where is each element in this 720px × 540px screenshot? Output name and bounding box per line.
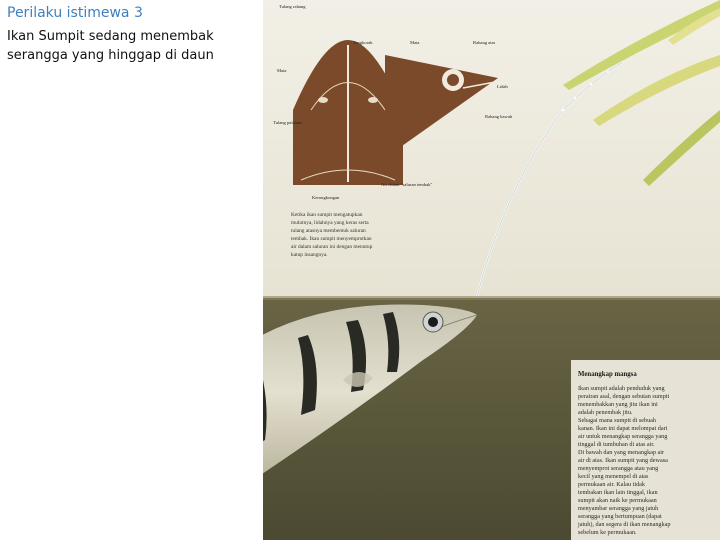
page-title: Perilaku istimewa 3 (7, 5, 143, 21)
svg-text:sebelum ke permukaan.: sebelum ke permukaan. (578, 529, 637, 536)
label-lidah: Lidah (497, 84, 508, 89)
label-rahang-atas: Rahang atas (473, 40, 496, 45)
svg-text:jatuh), dan segera di ikan men: jatuh), dan segera di ikan menangkap (578, 521, 671, 528)
svg-text:adalah penembak jitu.: adalah penembak jitu. (578, 409, 633, 416)
svg-text:Ketika ikan sumpit mengatupkan: Ketika ikan sumpit mengatupkan (291, 212, 363, 218)
svg-text:tinggal di tumbuhan di atas ai: tinggal di tumbuhan di atas air. (578, 441, 655, 448)
svg-text:sumpit akan naik ke permukaan: sumpit akan naik ke permukaan (578, 497, 657, 504)
svg-text:Ikan sumpit adalah penduduk ya: Ikan sumpit adalah penduduk yang (578, 385, 665, 392)
svg-text:katup insangnya.: katup insangnya. (291, 252, 328, 258)
svg-text:air untuk menangkap serangga y: air untuk menangkap serangga yang (578, 433, 668, 440)
label-mata-top: Mata (410, 40, 420, 45)
svg-text:Sebagai mana sumpit di sebuah: Sebagai mana sumpit di sebuah (578, 417, 657, 424)
svg-text:serangga yang bertumpuan (dapa: serangga yang bertumpuan (dapat (578, 513, 662, 520)
svg-text:kanan. Ikan ini dapat melompat: kanan. Ikan ini dapat melompat dari (578, 425, 668, 432)
label-tulang-palatum: Tulang palatum (273, 120, 302, 125)
svg-text:air di atas. Ikan sumpit yang: air di atas. Ikan sumpit yang dewasa (578, 457, 668, 464)
label-tulang-rahang: Tulang rahang (279, 4, 306, 9)
svg-text:air dalam saluran ini dengan m: air dalam saluran ini dengan menutup (291, 244, 373, 250)
svg-text:tembak. Ikan sumpit menyemprot: tembak. Ikan sumpit menyemprotkan (291, 236, 372, 242)
archerfish-photo (263, 0, 720, 540)
svg-text:menyemprot serangga atau yang: menyemprot serangga atau yang (578, 465, 659, 472)
label-kerongkongan: Kerongkongan (312, 195, 340, 200)
svg-text:permukaan air. Kalau tidak: permukaan air. Kalau tidak (578, 481, 646, 488)
svg-text:perairan asal, dengan sebutan: perairan asal, dengan sebutan sumpit (578, 393, 670, 400)
svg-text:Di bawah dan yang menangkap ai: Di bawah dan yang menangkap air (578, 449, 665, 456)
info-box-text (577, 385, 670, 536)
svg-text:mulutnya, lidahnya yang keras: mulutnya, lidahnya yang keras serta (291, 220, 369, 226)
svg-text:tulang atasnya membentuk salur: tulang atasnya membentuk saluran (291, 228, 366, 234)
info-box-heading: Menangkap mangsa (578, 371, 637, 378)
svg-text:kecil yang menempel di atas: kecil yang menempel di atas (578, 473, 649, 480)
page-caption: Ikan Sumpit sedang menembak serangga yang hinggap di daun (7, 29, 214, 63)
svg-text:menembakkan yang jitu ikan ini: menembakkan yang jitu ikan ini (578, 401, 658, 408)
label-mata-left: Mata (277, 68, 287, 73)
svg-text:menyambar serangga yang jatuh: menyambar serangga yang jatuh (578, 505, 659, 512)
svg-text:tembakan ikan lain tinggal, ik: tembakan ikan lain tinggal, ikan (578, 489, 658, 496)
label-air-saluran: Air dalam "saluran tembak" (381, 182, 433, 187)
label-tengkorak: Tengkorak (353, 40, 373, 45)
label-rahang-bawah: Rahang bawah (485, 114, 513, 119)
